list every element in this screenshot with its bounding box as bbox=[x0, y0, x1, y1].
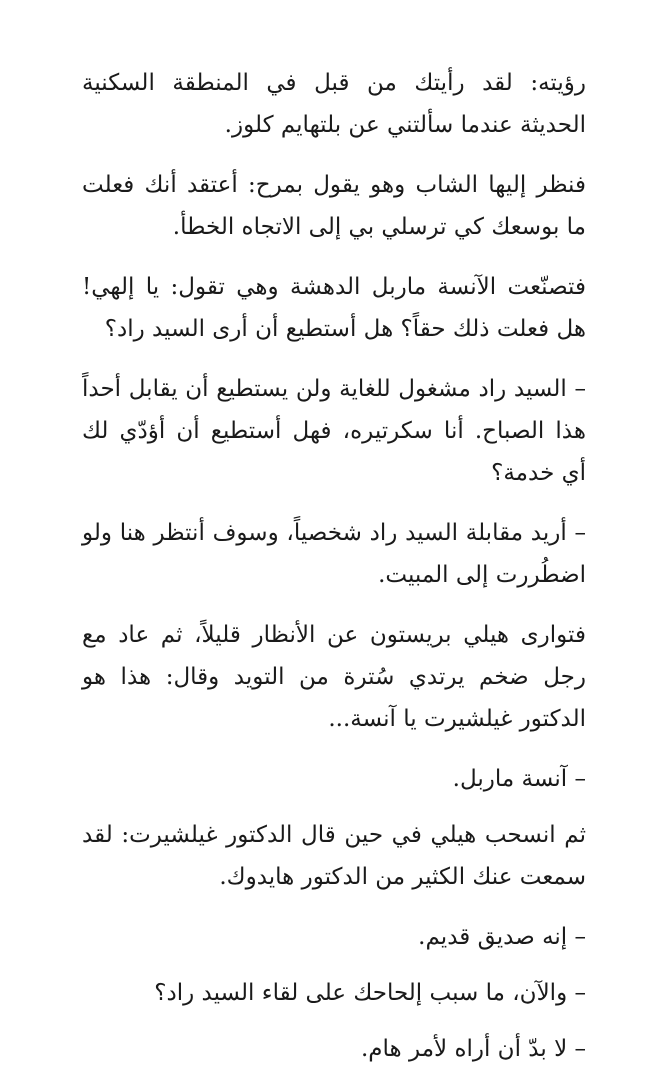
document-page bbox=[82, 62, 586, 1084]
paragraph-9: – إنه صديق قديم. bbox=[418, 924, 586, 950]
paragraph-4: – السيد راد مشغول للغاية ولن يستطيع أن يقابل أحداً هذا الصباح. أنا سكرتيره، فهل أستطيع أن أؤدّي لك أي خدمة؟ bbox=[82, 376, 586, 486]
paragraph-10: – والآن، ما سبب إلحاحك على لقاء السيد راد؟ bbox=[154, 980, 586, 1006]
paragraph-5: – أريد مقابلة السيد راد شخصياً، وسوف أنتظر هنا ولو اضطُررت إلى المبيت. bbox=[82, 520, 586, 588]
paragraph-3: فتصنّعت الآنسة ماربل الدهشة وهي تقول: يا إلهي! هل فعلت ذلك حقاً؟ هل أستطيع أن أرى السيد راد؟ bbox=[82, 274, 586, 342]
paragraph-1: رؤيته: لقد رأيتك من قبل في المنطقة السكنية الحديثة عندما سألتني عن بلتهايم كلوز. bbox=[82, 70, 586, 138]
paragraph-7: – آنسة ماربل. bbox=[452, 766, 586, 792]
paragraph-2: فنظر إليها الشاب وهو يقول بمرح: أعتقد أنك فعلت ما بوسعك كي ترسلي بي إلى الاتجاه الخطأ. bbox=[82, 172, 586, 240]
paragraph-6: فتوارى هيلي بريستون عن الأنظار قليلاً، ثم عاد مع رجل ضخم يرتدي سُترة من التويد وقال: هذا هو الدكتور غيلشيرت يا آنسة... bbox=[82, 622, 586, 732]
paragraph-8: ثم انسحب هيلي في حين قال الدكتور غيلشيرت: لقد سمعت عنك الكثير من الدكتور هايدوك. bbox=[82, 822, 586, 890]
paragraph-11: – لا بدّ أن أراه لأمر هام. bbox=[361, 1036, 586, 1062]
